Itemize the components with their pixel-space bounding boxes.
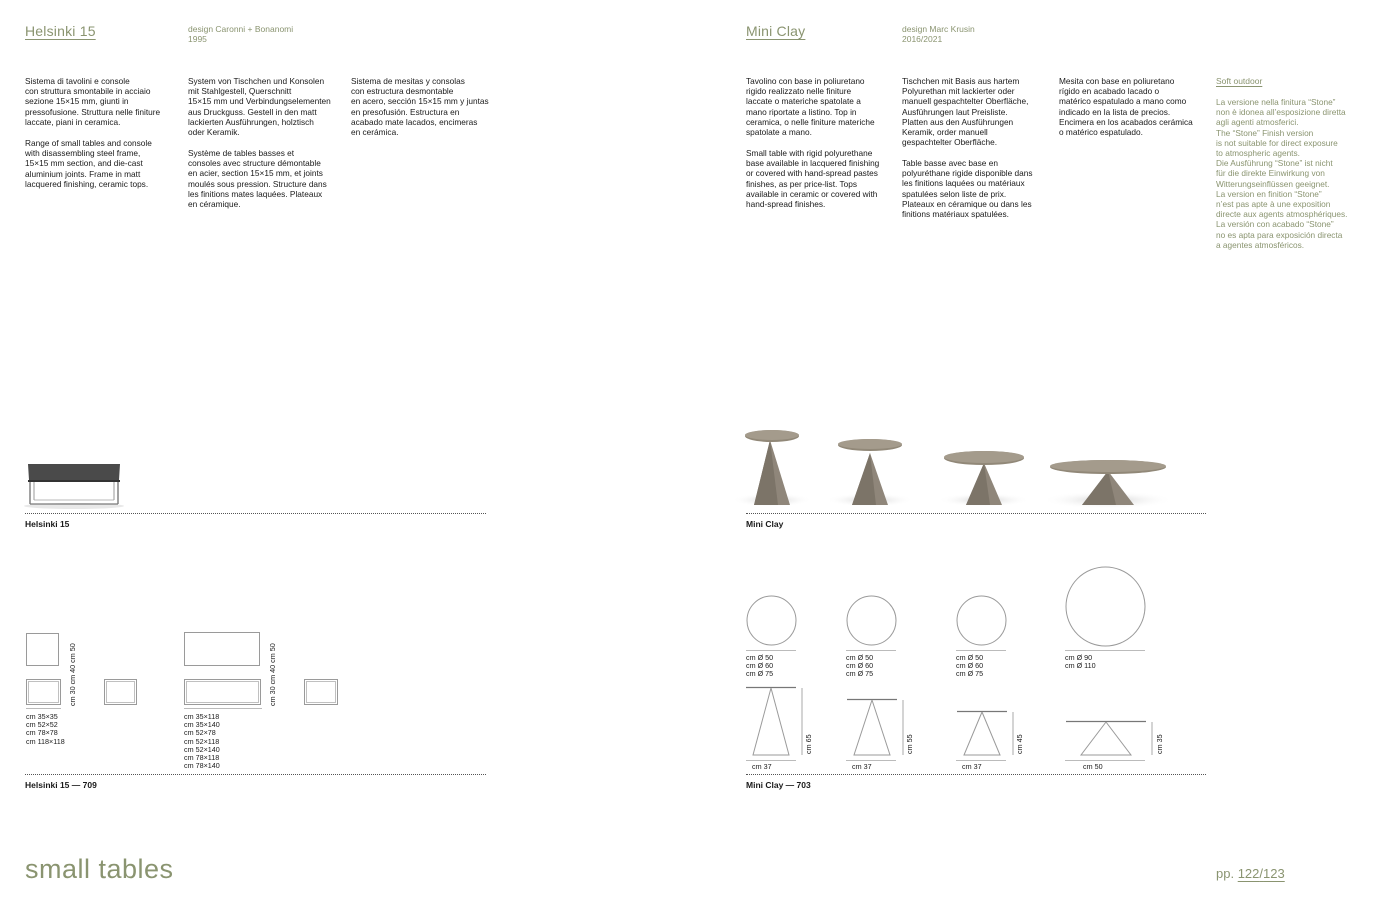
miniclay-elevation-2 [846,698,906,758]
miniclay-designer-name: design Marc Krusin [902,24,975,34]
pages-prefix: pp. [1216,866,1235,881]
helsinki-text-it: Sistema di tavolini e console con struttura smontabile in acciaio sezione 15×15 mm, giunti in pressofusione. Struttura nelle finiture laccate, piani in ceramica. [25,76,161,127]
helsinki-designer-name: design Caronni + Bonanomi [188,24,294,34]
rect-table-plan [184,632,260,666]
page-right-number[interactable]: 123 [1263,866,1285,881]
miniclay-text-es: Mesita con base en poliuretano rígido en acabado lacado o matérico espatulado a mano como indicado en la lista de precios. Encimera en los acabados cerámica o matérico espatulado. [1059,76,1193,138]
miniclay-plan-1 [746,595,798,647]
height-dim-3: cm 45 [1015,734,1024,754]
helsinki-designer [188,24,293,44]
miniclay-text-en: Small table with rigid polyurethane base available in lacquered finishing or covered with hand-spread pastes finishes, as per price-list. Tops available in ceramic or covered with hand-spread finishes. [746,148,880,210]
miniclay-title: Mini Clay [746,23,806,39]
base-width-4: cm 50 [1083,762,1103,771]
plan-rule-1 [746,650,796,651]
miniclay-divider [746,513,1206,514]
rect-sizes: cm 35×118 cm 35×140 cm 52×78 cm 52×118 cm 52×140 cm 78×118 cm 78×140 [184,712,220,771]
plan-rule-2 [846,650,896,651]
helsinki-year: 1995 [188,34,207,44]
category-title: small tables [25,854,174,884]
plan-rule-3 [956,650,1006,651]
base-rule-2 [846,760,896,761]
square-heights-dim: cm 30 cm 40 cm 50 [68,643,77,706]
miniclay-text-it: Tavolino con base in poliuretano rigido realizzato nelle finiture laccate o materiche spatolate a mano riportate a listino. Top in ceramica, o nelle finiture materiche spatolate a mano. [746,76,875,138]
height-dim-2: cm 55 [905,734,914,754]
height-dim-1: cm 65 [804,734,813,754]
helsinki-text-de: System von Tischchen und Konsolen mit Stahlgestell, Querschnitt 15×15 mm und Verbindungselementen aus Druckguss. Gestell in den matt lackierten Ausführungen, holztisch oder Keramik. [188,76,331,138]
miniclay-plan-4 [1065,566,1147,648]
miniclay-product-image [730,425,1180,510]
base-width-3: cm 37 [962,762,982,771]
miniclay-plan-2 [846,595,898,647]
miniclay-elevation-4 [1065,720,1155,758]
miniclay-elevation-3 [956,710,1016,758]
base-width-1: cm 37 [752,762,772,771]
plan-dims-3: cm Ø 50 cm Ø 60 cm Ø 75 [956,653,984,679]
page-numbers [1216,866,1285,881]
base-rule-4 [1065,760,1145,761]
soft-outdoor-note: La versione nella finitura “Stone” non è idonea all’esposizione diretta agli agenti atmosferici. The “Stone” Finish version is not suitable for direct exposure to atmospheric agents. Die Ausführung “Stone” ist nicht für die direkte Einwirkung von Witterungseinflüssen geeignet. La version en finition “Stone” n’est pas apte à une exposition directe aux agents atmosphériques. La versión con acabado “Stone” no es apta para exposición directa a agentes atmosféricos. [1216,97,1348,250]
miniclay-tech-divider [746,774,1206,775]
helsinki-tech-caption: Helsinki 15 — 709 [25,780,97,790]
square-table-side [104,679,140,707]
plan-dims-4: cm Ø 90 cm Ø 110 [1065,653,1096,671]
square-table-elevation [26,679,62,707]
square-dim-rule [26,708,61,709]
miniclay-caption: Mini Clay [746,519,784,529]
plan-rule-4 [1065,650,1145,651]
rect-table-side [304,679,340,707]
miniclay-text-fr: Table basse avec base en polyuréthane rigide disponible dans les finitions laquées ou matériaux spatulées selon liste de prix. Plateaux en céramique ou dans les finitions matériaux spatulées. [902,158,1033,220]
miniclay-text-de: Tischchen mit Basis aus hartem Polyurethan mit lackierter oder manuell gespachtelter Oberfläche, Ausführungen laut Preisliste. Platten aus den Ausführungen Keramik, order manuell gespachtelter Oberfläche. [902,76,1029,148]
helsinki-text-fr: Système de tables basses et consoles avec structure démontable en acier, section 15×15 mm, et joints moulés sous pression. Structure dans les finitions mates laquées. Plateaux en céramique. [188,148,327,210]
miniclay-elevation-1 [745,686,805,758]
base-width-2: cm 37 [852,762,872,771]
helsinki-tech-divider [25,774,486,775]
square-table-plan [26,633,59,666]
base-rule-3 [956,760,1006,761]
height-dim-4: cm 35 [1155,734,1164,754]
base-rule-1 [746,760,796,761]
rect-dim-rule [184,708,262,709]
plan-dims-2: cm Ø 50 cm Ø 60 cm Ø 75 [846,653,874,679]
plan-dims-1: cm Ø 50 cm Ø 60 cm Ø 75 [746,653,774,679]
helsinki-text-es: Sistema de mesitas y consolas con estructura desmontable en acero, sección 15×15 mm y juntas en presofusión. Estructura en acabado mate lacados, encimeras en cerámica. [351,76,489,138]
helsinki-divider [25,513,486,514]
miniclay-tech-caption: Mini Clay — 703 [746,780,811,790]
rect-heights-dim: cm 30 cm 40 cm 50 [268,643,277,706]
page-left-number[interactable]: 122 [1237,866,1260,881]
helsinki-caption: Helsinki 15 [25,519,70,529]
miniclay-plan-3 [956,595,1008,647]
helsinki-text-en: Range of small tables and console with disassembling steel frame, 15×15 mm section, and die-cast aluminium joints. Frame in matt lacquered finishing, ceramic tops. [25,138,152,189]
square-sizes: cm 35×35 cm 52×52 cm 78×78 cm 118×118 [26,712,65,746]
miniclay-designer [902,24,975,44]
rect-table-elevation [184,679,264,707]
helsinki-title: Helsinki 15 [25,23,96,39]
page-separator: / [1259,866,1264,881]
miniclay-year: 2016/2021 [902,34,943,44]
soft-outdoor-title: Soft outdoor [1216,76,1263,86]
helsinki-product-image [24,460,124,510]
